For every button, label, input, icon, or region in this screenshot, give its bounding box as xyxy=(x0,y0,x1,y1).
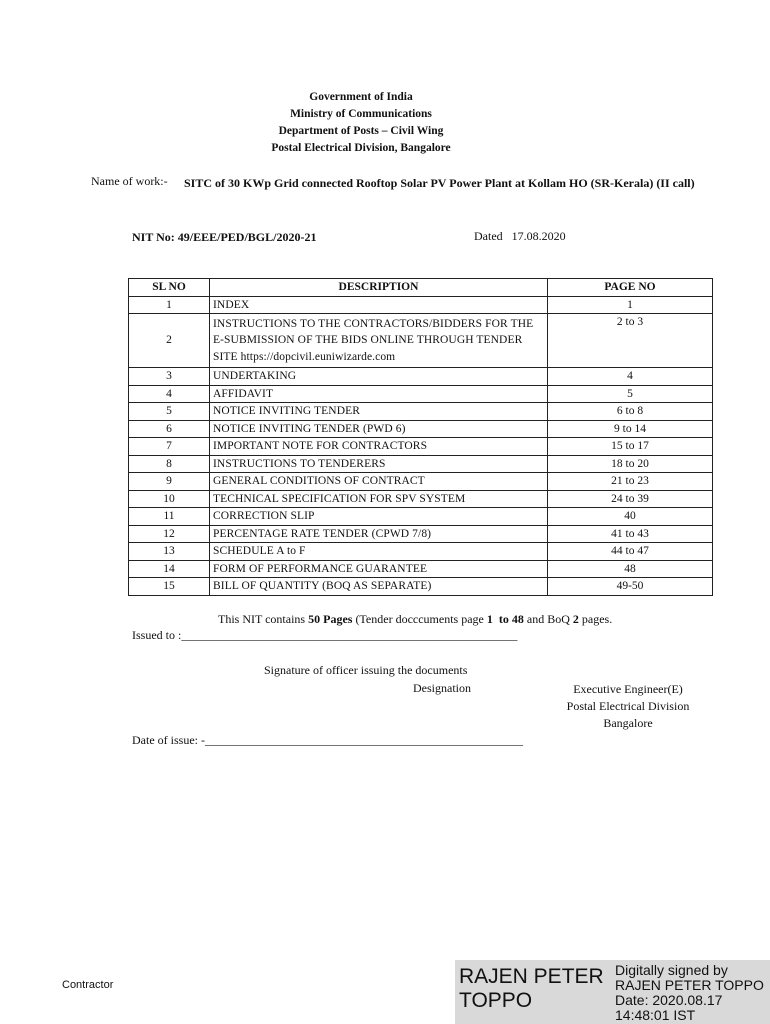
description-cell: TECHNICAL SPECIFICATION FOR SPV SYSTEM xyxy=(210,490,548,508)
sl-no-cell: 15 xyxy=(129,578,210,596)
digital-signature-stamp xyxy=(455,960,770,1024)
description-cell: UNDERTAKING xyxy=(210,368,548,386)
officer-division: Postal Electrical Division xyxy=(566,699,690,713)
signer-name xyxy=(459,965,617,1013)
sl-no-cell: 13 xyxy=(129,543,210,561)
table-row xyxy=(129,455,713,473)
description-cell: FORM OF PERFORMANCE GUARANTEE xyxy=(210,560,548,578)
contractor-label: Contractor xyxy=(62,979,114,991)
sl-no-cell: 11 xyxy=(129,508,210,526)
signer-name-line1: RAJEN PETER xyxy=(459,965,604,988)
sl-no-cell: 5 xyxy=(129,403,210,421)
page-no-cell: 44 to 47 xyxy=(548,543,713,561)
signature-caption-line: Digitally signed by xyxy=(615,962,728,978)
signature-signer: RAJEN PETER TOPPO xyxy=(615,977,764,993)
signature-details xyxy=(615,963,764,1023)
date-of-issue-line: Date of issue: -_____________________________________________________ xyxy=(132,733,523,747)
nit-number: NIT No: 49/EEE/PED/BGL/2020-21 xyxy=(132,230,317,244)
page-no-cell: 24 to 39 xyxy=(548,490,713,508)
header-description: DESCRIPTION xyxy=(210,279,548,297)
table-row xyxy=(129,525,713,543)
signer-name-line2: TOPPO xyxy=(459,989,533,1012)
designation-label: Designation xyxy=(413,681,471,695)
header-page-no: PAGE NO xyxy=(548,279,713,297)
description-cell: IMPORTANT NOTE FOR CONTRACTORS xyxy=(210,438,548,456)
sl-no-cell: 8 xyxy=(129,455,210,473)
document-header xyxy=(0,89,722,157)
page-no-cell: 15 to 17 xyxy=(548,438,713,456)
header-department: Department of Posts – Civil Wing xyxy=(278,125,444,137)
officer-title: Executive Engineer(E) xyxy=(573,682,683,696)
sl-no-cell: 2 xyxy=(129,314,210,368)
table-row xyxy=(129,543,713,561)
sl-no-cell: 7 xyxy=(129,438,210,456)
page-no-cell: 5 xyxy=(548,385,713,403)
table-row xyxy=(129,473,713,491)
table-row xyxy=(129,420,713,438)
sl-no-cell: 9 xyxy=(129,473,210,491)
sl-no-cell: 6 xyxy=(129,420,210,438)
signature-caption: Signature of officer issuing the documents xyxy=(264,663,468,677)
sl-no-cell: 3 xyxy=(129,368,210,386)
table-row xyxy=(129,578,713,596)
nit-date: Dated 17.08.2020 xyxy=(474,229,566,243)
page-count-note xyxy=(218,612,612,627)
table-header-row xyxy=(129,279,713,297)
header-sl-no: SL NO xyxy=(129,279,210,297)
description-cell: CORRECTION SLIP xyxy=(210,508,548,526)
page-no-cell: 49-50 xyxy=(548,578,713,596)
table-body xyxy=(129,296,713,595)
page-no-cell: 6 to 8 xyxy=(548,403,713,421)
officer-city: Bangalore xyxy=(603,716,653,730)
page-no-cell: 40 xyxy=(548,508,713,526)
description-cell: NOTICE INVITING TENDER xyxy=(210,403,548,421)
page-no-cell: 9 to 14 xyxy=(548,420,713,438)
description-cell: INDEX xyxy=(210,296,548,314)
issued-to-line: Issued to :________________________________________________________ xyxy=(132,628,518,642)
page-no-cell: 48 xyxy=(548,560,713,578)
note-text: (Tender docccuments page xyxy=(352,612,487,626)
description-cell: INSTRUCTIONS TO TENDERERS xyxy=(210,455,548,473)
sl-no-cell: 12 xyxy=(129,525,210,543)
sl-no-cell: 14 xyxy=(129,560,210,578)
note-boq-pages: 2 xyxy=(572,612,579,626)
signature-time: 14:48:01 IST xyxy=(615,1007,696,1023)
page-no-cell: 1 xyxy=(548,296,713,314)
sl-no-cell: 10 xyxy=(129,490,210,508)
note-text: This NIT contains xyxy=(218,612,309,626)
table-row xyxy=(129,438,713,456)
note-text: pages. xyxy=(578,612,613,626)
description-cell: INSTRUCTIONS TO THE CONTRACTORS/BIDDERS FOR THE E-SUBMISSION OF THE BIDS ONLINE THROUGH TENDER SITE https://dopcivil.euniwizarde.com xyxy=(210,314,548,368)
page-no-cell: 21 to 23 xyxy=(548,473,713,491)
signature-date: Date: 2020.08.17 xyxy=(615,992,723,1008)
sl-no-cell: 4 xyxy=(129,385,210,403)
note-text: and BoQ xyxy=(523,612,573,626)
description-cell: PERCENTAGE RATE TENDER (CPWD 7/8) xyxy=(210,525,548,543)
table-row xyxy=(129,368,713,386)
page-no-cell: 18 to 20 xyxy=(548,455,713,473)
table-row xyxy=(129,314,713,368)
table-row xyxy=(129,296,713,314)
table-row xyxy=(129,508,713,526)
page-no-cell: 41 to 43 xyxy=(548,525,713,543)
sl-no-cell: 1 xyxy=(129,296,210,314)
description-cell: SCHEDULE A to F xyxy=(210,543,548,561)
page-no-cell: 4 xyxy=(548,368,713,386)
work-title: SITC of 30 KWp Grid connected Rooftop Solar PV Power Plant at Kollam HO (SR-Kerala) (II call) xyxy=(184,176,695,190)
page-no-cell: 2 to 3 xyxy=(548,314,713,368)
note-page-range: 1 to 48 xyxy=(486,612,524,626)
note-total-pages: 50 Pages xyxy=(308,612,353,626)
table-row xyxy=(129,403,713,421)
description-cell: AFFIDAVIT xyxy=(210,385,548,403)
table-row xyxy=(129,490,713,508)
header-division: Postal Electrical Division, Bangalore xyxy=(271,142,451,154)
description-cell: NOTICE INVITING TENDER (PWD 6) xyxy=(210,420,548,438)
index-table xyxy=(128,278,713,596)
description-cell: BILL OF QUANTITY (BOQ AS SEPARATE) xyxy=(210,578,548,596)
header-ministry: Ministry of Communications xyxy=(290,108,432,120)
table-row xyxy=(129,560,713,578)
description-cell: GENERAL CONDITIONS OF CONTRACT xyxy=(210,473,548,491)
table-row xyxy=(129,385,713,403)
work-label: Name of work:- xyxy=(91,174,168,188)
officer-block xyxy=(520,681,736,732)
header-government: Government of India xyxy=(309,91,413,103)
